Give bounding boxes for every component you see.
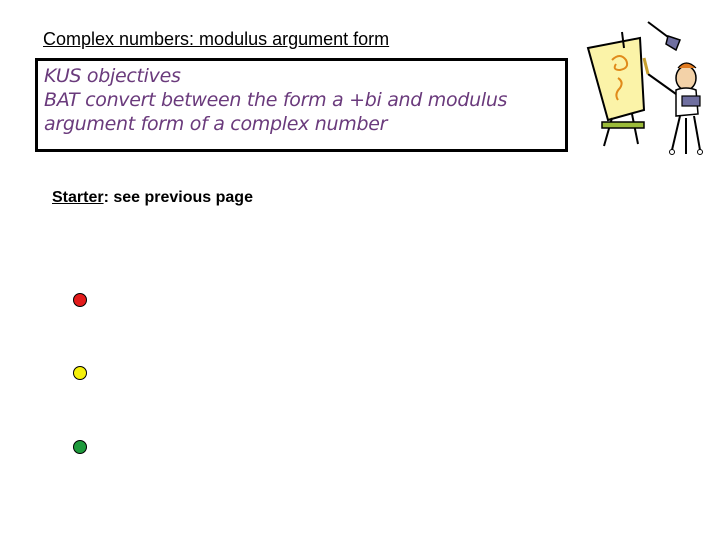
objectives-box	[35, 58, 568, 152]
red-traffic-light-icon	[73, 293, 87, 307]
yellow-traffic-light-icon	[73, 366, 87, 380]
objectives-heading: KUS objectives	[44, 65, 181, 87]
green-traffic-light-icon	[73, 440, 87, 454]
starter-text	[52, 189, 253, 207]
starter-instruction: : see previous page	[103, 189, 253, 206]
page-title: Complex numbers: modulus argument form	[43, 29, 390, 49]
artist-at-easel-icon	[582, 18, 710, 160]
objective-line-2: argument form of a complex number	[44, 113, 388, 135]
objective-line-1: BAT convert between the form a +bi and modulus	[44, 89, 508, 111]
starter-label: Starter	[52, 189, 104, 206]
